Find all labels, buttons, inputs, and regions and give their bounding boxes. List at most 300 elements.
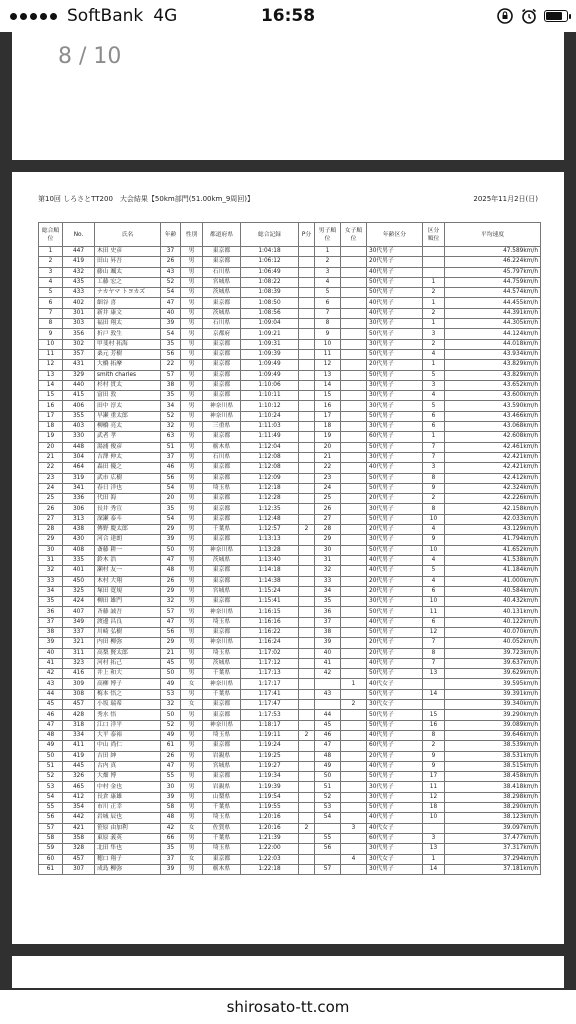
table-cell: 1:22:18: [241, 864, 299, 874]
table-cell: 13: [315, 370, 341, 380]
table-cell: 309: [63, 679, 95, 689]
table-cell: 1:19:24: [241, 741, 299, 751]
table-cell: [299, 669, 315, 679]
table-cell: 2: [423, 308, 445, 318]
table-cell: [341, 473, 367, 483]
table-cell: 42: [315, 669, 341, 679]
table-cell: 26: [315, 504, 341, 514]
table-cell: 男: [181, 349, 203, 359]
table-cell: 37: [161, 247, 181, 257]
table-cell: 26: [161, 751, 181, 761]
table-cell: [341, 452, 367, 462]
table-cell: 1:11:03: [241, 422, 299, 432]
table-cell: [299, 257, 315, 267]
table-cell: 男: [181, 525, 203, 535]
table-cell: [299, 360, 315, 370]
table-cell: 小坂 瑞希: [95, 700, 161, 710]
table-cell: 39.089km/h: [445, 720, 541, 730]
table-cell: 埼玉県: [203, 844, 241, 854]
table-cell: [299, 473, 315, 483]
table-cell: 男: [181, 844, 203, 854]
table-cell: 52: [161, 720, 181, 730]
table-cell: 46: [161, 463, 181, 473]
table-cell: 男: [181, 277, 203, 287]
table-cell: 11: [39, 349, 63, 359]
table-cell: 43.934km/h: [445, 349, 541, 359]
table-cell: 412: [63, 792, 95, 802]
table-cell: 60代男子: [367, 741, 423, 751]
table-cell: 45: [39, 700, 63, 710]
table-cell: 55: [315, 833, 341, 843]
table-cell: 男: [181, 545, 203, 555]
table-cell: 38.123km/h: [445, 813, 541, 823]
table-cell: 東京都: [203, 247, 241, 257]
table-cell: 58: [39, 833, 63, 843]
table-cell: 447: [63, 247, 95, 257]
table-row: [39, 833, 541, 843]
table-cell: [341, 422, 367, 432]
table-cell: 11: [423, 607, 445, 617]
table-row: [39, 442, 541, 452]
table-cell: [341, 545, 367, 555]
table-cell: [341, 782, 367, 792]
table-cell: 20: [39, 442, 63, 452]
table-cell: 52: [161, 277, 181, 287]
status-right: [496, 7, 568, 25]
table-cell: 44: [315, 710, 341, 720]
table-cell: 17: [423, 772, 445, 782]
table-cell: 河村 拓己: [95, 658, 161, 668]
table-cell: 1:17:12: [241, 658, 299, 668]
table-cell: 1: [423, 319, 445, 329]
table-cell: [341, 669, 367, 679]
table-cell: 37.181km/h: [445, 864, 541, 874]
table-cell: 39.391km/h: [445, 689, 541, 699]
table-body: [39, 247, 541, 875]
table-cell: 20代男子: [367, 576, 423, 586]
table-cell: 401: [63, 566, 95, 576]
table-cell: 450: [63, 576, 95, 586]
table-cell: 三重県: [203, 422, 241, 432]
document-date: 2025年11月2日(日): [473, 195, 538, 203]
table-cell: 代田 海: [95, 494, 161, 504]
table-cell: 56: [161, 349, 181, 359]
table-cell: 50代男子: [367, 483, 423, 493]
table-row: [39, 288, 541, 298]
table-cell: [299, 741, 315, 751]
table-cell: [341, 247, 367, 257]
table-cell: 334: [63, 730, 95, 740]
table-cell: 男: [181, 627, 203, 637]
table-cell: 12: [315, 360, 341, 370]
table-cell: 6: [423, 617, 445, 627]
table-cell: 20代男子: [367, 638, 423, 648]
table-cell: 42.461km/h: [445, 442, 541, 452]
table-cell: 37.294km/h: [445, 854, 541, 864]
table-cell: [341, 535, 367, 545]
table-cell: [423, 823, 445, 833]
table-cell: [299, 288, 315, 298]
column-header: 男子順位: [315, 223, 341, 247]
table-cell: 40.131km/h: [445, 607, 541, 617]
table-cell: 9: [423, 535, 445, 545]
table-cell: 54: [161, 483, 181, 493]
table-cell: 464: [63, 463, 95, 473]
table-cell: 8: [423, 730, 445, 740]
table-cell: 男: [181, 319, 203, 329]
table-cell: 10: [423, 514, 445, 524]
table-cell: 465: [63, 782, 95, 792]
table-cell: 1:18:17: [241, 720, 299, 730]
table-cell: 1:12:08: [241, 452, 299, 462]
table-cell: 8: [315, 319, 341, 329]
table-cell: 51: [315, 782, 341, 792]
table-cell: 男: [181, 370, 203, 380]
table-cell: 35: [161, 844, 181, 854]
table-cell: 39: [161, 864, 181, 874]
table-cell: 6: [423, 422, 445, 432]
table-cell: [341, 329, 367, 339]
table-cell: 42: [161, 823, 181, 833]
table-cell: 50: [161, 545, 181, 555]
table-cell: 20代男子: [367, 648, 423, 658]
table-cell: 53: [315, 803, 341, 813]
table-cell: 男: [181, 483, 203, 493]
table-cell: [341, 401, 367, 411]
table-cell: [299, 648, 315, 658]
table-cell: 50代男子: [367, 514, 423, 524]
table-cell: [299, 401, 315, 411]
carrier-label: SoftBank: [67, 6, 144, 26]
table-cell: 40.070km/h: [445, 627, 541, 637]
table-cell: 36: [315, 607, 341, 617]
table-cell: 17: [39, 411, 63, 421]
table-cell: [299, 658, 315, 668]
table-cell: 60代男子: [367, 833, 423, 843]
table-row: [39, 452, 541, 462]
table-cell: [423, 700, 445, 710]
table-cell: 50: [161, 710, 181, 720]
table-cell: 1:11:49: [241, 432, 299, 442]
table-cell: 56: [315, 844, 341, 854]
table-cell: 457: [63, 854, 95, 864]
table-cell: 40代女子: [367, 679, 423, 689]
table-cell: 1:14:38: [241, 576, 299, 586]
battery-icon: [544, 10, 568, 22]
table-cell: 438: [63, 525, 95, 535]
table-cell: 1:19:25: [241, 751, 299, 761]
table-cell: 男: [181, 422, 203, 432]
table-cell: 5: [423, 401, 445, 411]
table-cell: 30代男子: [367, 792, 423, 802]
table-cell: 女: [181, 854, 203, 864]
table-cell: 1:10:24: [241, 411, 299, 421]
table-cell: 男: [181, 267, 203, 277]
table-cell: [423, 257, 445, 267]
table-cell: 40代男子: [367, 566, 423, 576]
table-cell: 1: [423, 360, 445, 370]
table-cell: 39.097km/h: [445, 823, 541, 833]
table-cell: [299, 864, 315, 874]
table-row: [39, 370, 541, 380]
table-cell: 12: [39, 360, 63, 370]
table-cell: 13: [39, 370, 63, 380]
table-cell: [299, 638, 315, 648]
table-cell: 2: [341, 700, 367, 710]
table-cell: 48: [161, 813, 181, 823]
table-cell: 32: [315, 566, 341, 576]
table-cell: 43.466km/h: [445, 411, 541, 421]
table-cell: [341, 257, 367, 267]
table-cell: 女: [181, 823, 203, 833]
table-row: [39, 329, 541, 339]
table-cell: 341: [63, 483, 95, 493]
table-cell: 30代男子: [367, 319, 423, 329]
table-cell: 432: [63, 267, 95, 277]
table-cell: 4: [423, 391, 445, 401]
table-cell: 1:17:13: [241, 669, 299, 679]
table-cell: 1:15:24: [241, 586, 299, 596]
table-row: [39, 494, 541, 504]
table-cell: 47: [161, 555, 181, 565]
table-cell: 433: [63, 288, 95, 298]
table-cell: 54: [315, 813, 341, 823]
table-cell: 302: [63, 339, 95, 349]
table-cell: 吉澤 伸太: [95, 452, 161, 462]
table-cell: 38.418km/h: [445, 782, 541, 792]
document-header: [38, 194, 538, 204]
table-cell: 男: [181, 442, 203, 452]
table-cell: 43.068km/h: [445, 422, 541, 432]
table-row: [39, 658, 541, 668]
table-cell: [341, 555, 367, 565]
table-cell: 男: [181, 401, 203, 411]
table-cell: 佐賀県: [203, 823, 241, 833]
table-cell: 男: [181, 391, 203, 401]
table-cell: [341, 494, 367, 504]
table-cell: 356: [63, 329, 95, 339]
table-cell: 1:09:39: [241, 349, 299, 359]
table-cell: 1:12:18: [241, 483, 299, 493]
table-cell: 武者 孝: [95, 432, 161, 442]
table-cell: 秀水 悟: [95, 710, 161, 720]
table-cell: 男: [181, 555, 203, 565]
table-cell: 303: [63, 319, 95, 329]
table-row: [39, 597, 541, 607]
table-cell: 32: [161, 700, 181, 710]
table-cell: [341, 761, 367, 771]
table-row: [39, 864, 541, 874]
table-cell: 38.290km/h: [445, 803, 541, 813]
table-cell: 424: [63, 597, 95, 607]
table-cell: 25: [315, 494, 341, 504]
table-cell: 7: [423, 638, 445, 648]
table-cell: 15: [39, 391, 63, 401]
table-cell: 35: [161, 339, 181, 349]
table-cell: [341, 525, 367, 535]
table-cell: 神奈川県: [203, 401, 241, 411]
table-cell: 326: [63, 772, 95, 782]
table-cell: 1:10:12: [241, 401, 299, 411]
table-cell: 32: [161, 422, 181, 432]
table-cell: 2: [299, 823, 315, 833]
table-row: [39, 792, 541, 802]
table-cell: 22: [39, 463, 63, 473]
table-cell: 20代男子: [367, 751, 423, 761]
table-cell: [299, 380, 315, 390]
table-cell: 2: [315, 257, 341, 267]
table-cell: 1:19:27: [241, 761, 299, 771]
table-cell: 44: [39, 689, 63, 699]
table-cell: 24: [39, 483, 63, 493]
table-cell: 19: [315, 432, 341, 442]
table-cell: [341, 339, 367, 349]
table-cell: 406: [63, 401, 95, 411]
table-cell: 男: [181, 329, 203, 339]
table-cell: 440: [63, 380, 95, 390]
table-cell: 1:09:49: [241, 370, 299, 380]
table-cell: [299, 442, 315, 452]
table-cell: [341, 514, 367, 524]
table-cell: 29: [161, 525, 181, 535]
table-cell: 323: [63, 658, 95, 668]
table-row: [39, 700, 541, 710]
table-cell: 高梨 賢太郎: [95, 648, 161, 658]
table-row: [39, 545, 541, 555]
table-cell: 東京都: [203, 566, 241, 576]
table-cell: 1:19:55: [241, 803, 299, 813]
table-cell: 4: [341, 854, 367, 864]
table-cell: 男: [181, 730, 203, 740]
table-cell: 東京都: [203, 349, 241, 359]
table-cell: 14: [39, 380, 63, 390]
table-cell: 8: [423, 648, 445, 658]
table-cell: [299, 422, 315, 432]
table-cell: 新井 康文: [95, 308, 161, 318]
table-cell: 10: [315, 339, 341, 349]
table-cell: 男: [181, 247, 203, 257]
table-cell: 61: [161, 741, 181, 751]
table-cell: [299, 700, 315, 710]
table-cell: 34: [315, 586, 341, 596]
table-cell: 東京都: [203, 854, 241, 864]
table-cell: 40: [39, 648, 63, 658]
table-cell: 35: [39, 597, 63, 607]
table-cell: 埼玉県: [203, 813, 241, 823]
table-cell: 50代男子: [367, 288, 423, 298]
table-cell: [299, 298, 315, 308]
table-cell: [299, 319, 315, 329]
table-cell: 男: [181, 432, 203, 442]
table-cell: 神奈川県: [203, 607, 241, 617]
table-cell: 9: [39, 329, 63, 339]
table-cell: 1:17:41: [241, 689, 299, 699]
table-cell: 傳野 慶太郎: [95, 525, 161, 535]
table-cell: 石川県: [203, 319, 241, 329]
table-cell: 39: [39, 638, 63, 648]
table-cell: 木村 大翔: [95, 576, 161, 586]
table-cell: 37: [161, 854, 181, 864]
table-cell: 27: [39, 514, 63, 524]
table-cell: 千葉県: [203, 833, 241, 843]
table-cell: 北田 隼也: [95, 844, 161, 854]
table-cell: 7: [423, 658, 445, 668]
table-cell: 14: [315, 380, 341, 390]
table-cell: 43.590km/h: [445, 401, 541, 411]
table-cell: [341, 288, 367, 298]
table-cell: 61: [39, 864, 63, 874]
table-cell: 東京都: [203, 473, 241, 483]
table-cell: 42.608km/h: [445, 432, 541, 442]
table-cell: [299, 813, 315, 823]
table-cell: 湯浦 俊彦: [95, 442, 161, 452]
table-cell: 36: [39, 607, 63, 617]
table-cell: 39.646km/h: [445, 730, 541, 740]
table-row: [39, 411, 541, 421]
table-row: [39, 504, 541, 514]
table-cell: 20代男子: [367, 525, 423, 535]
table-cell: [341, 772, 367, 782]
table-cell: 千葉県: [203, 689, 241, 699]
table-cell: [315, 700, 341, 710]
table-cell: 1:17:17: [241, 679, 299, 689]
table-cell: [299, 535, 315, 545]
table-cell: 東京都: [203, 576, 241, 586]
table-cell: 31: [315, 555, 341, 565]
table-cell: 東京都: [203, 772, 241, 782]
table-cell: 甲斐村 拓海: [95, 339, 161, 349]
table-cell: 35: [315, 597, 341, 607]
table-cell: [299, 391, 315, 401]
table-cell: 20代男子: [367, 360, 423, 370]
table-cell: 43.129km/h: [445, 525, 541, 535]
table-cell: 塚田 寛規: [95, 586, 161, 596]
column-header: No.: [63, 223, 95, 247]
column-header: 年齢: [161, 223, 181, 247]
table-row: [39, 380, 541, 390]
table-cell: 男: [181, 463, 203, 473]
table-cell: 40.122km/h: [445, 617, 541, 627]
table-cell: 男: [181, 607, 203, 617]
table-cell: 1:16:15: [241, 607, 299, 617]
table-cell: 50代男子: [367, 329, 423, 339]
table-cell: 45: [315, 720, 341, 730]
pdf-page-next[interactable]: [12, 956, 564, 988]
table-row: [39, 576, 541, 586]
table-cell: 河合 達朗: [95, 535, 161, 545]
table-cell: 2: [423, 288, 445, 298]
table-cell: 50代男子: [367, 277, 423, 287]
table-cell: 江口 洋平: [95, 720, 161, 730]
table-cell: 20代男子: [367, 257, 423, 267]
table-cell: 39: [315, 638, 341, 648]
table-cell: [341, 319, 367, 329]
table-cell: 44.018km/h: [445, 339, 541, 349]
table-cell: 富田 敦: [95, 391, 161, 401]
table-cell: 40.584km/h: [445, 586, 541, 596]
table-row: [39, 308, 541, 318]
table-cell: 311: [63, 648, 95, 658]
table-cell: 1:12:04: [241, 442, 299, 452]
url-bar[interactable]: [0, 990, 576, 1024]
table-cell: 358: [63, 833, 95, 843]
table-cell: [299, 277, 315, 287]
pdf-page-results[interactable]: [12, 172, 564, 944]
table-cell: [299, 339, 315, 349]
table-cell: 東京都: [203, 535, 241, 545]
table-cell: [341, 391, 367, 401]
table-cell: 54: [39, 792, 63, 802]
